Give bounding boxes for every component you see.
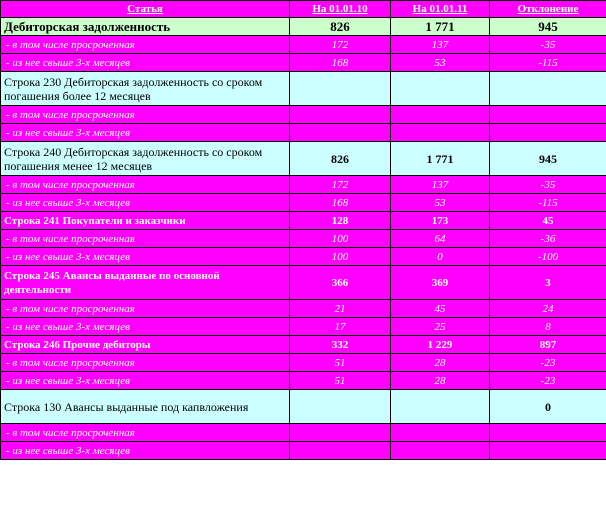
row-label: - в том числе просроченная bbox=[1, 176, 290, 194]
value-2010: 100 bbox=[290, 230, 391, 248]
row-label: - из нее свыше 3-х месяцев bbox=[1, 372, 290, 390]
value-deviation: -100 bbox=[490, 248, 606, 266]
value-2010: 172 bbox=[290, 36, 391, 54]
header-date-2010: На 01.01.10 bbox=[290, 1, 391, 18]
value-2010 bbox=[290, 106, 391, 124]
value-deviation: -115 bbox=[490, 54, 606, 72]
value-deviation: -36 bbox=[490, 230, 606, 248]
value-deviation: 897 bbox=[490, 336, 606, 354]
row-label: Строка 241 Покупатели и заказчики bbox=[1, 212, 290, 230]
value-deviation bbox=[490, 106, 606, 124]
value-deviation: 945 bbox=[490, 142, 606, 176]
value-2011 bbox=[391, 424, 490, 442]
value-deviation: -35 bbox=[490, 36, 606, 54]
table-row bbox=[1, 230, 606, 248]
value-2011 bbox=[391, 124, 490, 142]
value-deviation bbox=[490, 442, 606, 460]
value-2010: 17 bbox=[290, 318, 391, 336]
value-deviation: -35 bbox=[490, 176, 606, 194]
header-item: Статья bbox=[1, 1, 290, 18]
row-label: - из нее свыше 3-х месяцев bbox=[1, 318, 290, 336]
value-deviation: 45 bbox=[490, 212, 606, 230]
value-2010: 51 bbox=[290, 372, 391, 390]
row-label: Строка 130 Авансы выданные под капвложения bbox=[1, 390, 290, 424]
value-2010 bbox=[290, 124, 391, 142]
value-2011: 0 bbox=[391, 248, 490, 266]
table-row bbox=[1, 54, 606, 72]
table-row bbox=[1, 212, 606, 230]
row-label: - в том числе просроченная bbox=[1, 354, 290, 372]
value-2010: 826 bbox=[290, 18, 391, 36]
row-label: - из нее свыше 3-х месяцев bbox=[1, 442, 290, 460]
value-deviation bbox=[490, 424, 606, 442]
table-row bbox=[1, 176, 606, 194]
table-row bbox=[1, 442, 606, 460]
value-deviation: 8 bbox=[490, 318, 606, 336]
value-deviation bbox=[490, 124, 606, 142]
value-2011: 45 bbox=[391, 300, 490, 318]
value-2010: 21 bbox=[290, 300, 391, 318]
value-2011: 173 bbox=[391, 212, 490, 230]
table-row bbox=[1, 372, 606, 390]
table-row bbox=[1, 18, 606, 36]
header-date-2011: На 01.01.11 bbox=[391, 1, 490, 18]
value-deviation: 0 bbox=[490, 390, 606, 424]
header-row bbox=[1, 1, 606, 18]
table-row bbox=[1, 424, 606, 442]
table-row bbox=[1, 106, 606, 124]
value-2011: 369 bbox=[391, 266, 490, 300]
row-label: - из нее свыше 3-х месяцев bbox=[1, 248, 290, 266]
table-row bbox=[1, 266, 606, 300]
row-label: - в том числе просроченная bbox=[1, 230, 290, 248]
value-2010: 826 bbox=[290, 142, 391, 176]
value-2011: 1 229 bbox=[391, 336, 490, 354]
table-row bbox=[1, 194, 606, 212]
value-deviation: -23 bbox=[490, 372, 606, 390]
table-row bbox=[1, 248, 606, 266]
value-2010: 168 bbox=[290, 194, 391, 212]
value-2010 bbox=[290, 442, 391, 460]
table-row bbox=[1, 142, 606, 176]
value-2010: 128 bbox=[290, 212, 391, 230]
table-row bbox=[1, 336, 606, 354]
value-2011 bbox=[391, 390, 490, 424]
row-label: Дебиторская задолженность bbox=[1, 18, 290, 36]
table-row bbox=[1, 318, 606, 336]
table-row bbox=[1, 36, 606, 54]
row-label: Строка 246 Прочие дебиторы bbox=[1, 336, 290, 354]
row-label: - из нее свыше 3-х месяцев bbox=[1, 194, 290, 212]
value-2011: 1 771 bbox=[391, 18, 490, 36]
table-row bbox=[1, 72, 606, 106]
row-label: - в том числе просроченная bbox=[1, 106, 290, 124]
value-deviation: -23 bbox=[490, 354, 606, 372]
value-2010: 172 bbox=[290, 176, 391, 194]
value-2010 bbox=[290, 390, 391, 424]
table-row bbox=[1, 124, 606, 142]
row-label: - в том числе просроченная bbox=[1, 36, 290, 54]
row-label: - в том числе просроченная bbox=[1, 424, 290, 442]
value-deviation bbox=[490, 72, 606, 106]
value-2011: 64 bbox=[391, 230, 490, 248]
value-2010: 168 bbox=[290, 54, 391, 72]
value-2011 bbox=[391, 106, 490, 124]
value-2011: 53 bbox=[391, 54, 490, 72]
row-label: - в том числе просроченная bbox=[1, 300, 290, 318]
row-label: - из нее свыше 3-х месяцев bbox=[1, 54, 290, 72]
table-row bbox=[1, 300, 606, 318]
value-2010 bbox=[290, 72, 391, 106]
row-label: Строка 245 Авансы выданные по основной деятельности bbox=[1, 266, 290, 300]
value-2010: 51 bbox=[290, 354, 391, 372]
value-2010: 100 bbox=[290, 248, 391, 266]
value-2011: 28 bbox=[391, 372, 490, 390]
row-label: - из нее свыше 3-х месяцев bbox=[1, 124, 290, 142]
header-deviation: Отклонение bbox=[490, 1, 606, 18]
value-2011 bbox=[391, 72, 490, 106]
value-2011: 1 771 bbox=[391, 142, 490, 176]
value-deviation: 945 bbox=[490, 18, 606, 36]
table-row bbox=[1, 390, 606, 424]
value-2010: 332 bbox=[290, 336, 391, 354]
value-2011: 137 bbox=[391, 176, 490, 194]
value-deviation: 24 bbox=[490, 300, 606, 318]
value-2011: 53 bbox=[391, 194, 490, 212]
row-label: Строка 230 Дебиторская задолженность со сроком погашения более 12 месяцев bbox=[1, 72, 290, 106]
value-2011: 25 bbox=[391, 318, 490, 336]
value-2010: 366 bbox=[290, 266, 391, 300]
table-row bbox=[1, 354, 606, 372]
row-label: Строка 240 Дебиторская задолженность со сроком погашения менее 12 месяцев bbox=[1, 142, 290, 176]
value-2011: 137 bbox=[391, 36, 490, 54]
value-deviation: 3 bbox=[490, 266, 606, 300]
value-2010 bbox=[290, 424, 391, 442]
value-deviation: -115 bbox=[490, 194, 606, 212]
value-2011 bbox=[391, 442, 490, 460]
value-2011: 28 bbox=[391, 354, 490, 372]
